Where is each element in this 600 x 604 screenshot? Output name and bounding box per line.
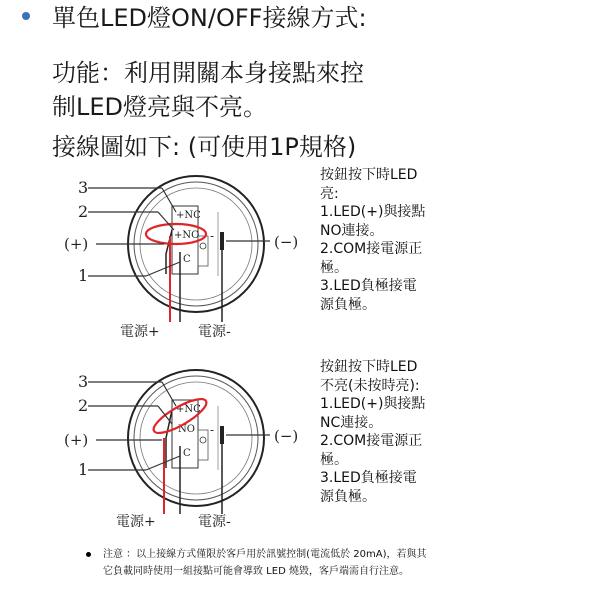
description-line: NC連接。 [320, 414, 383, 431]
no-label: NO [178, 424, 195, 435]
inner-ring [134, 376, 258, 500]
description-line: 按鈕按下時LED [320, 167, 418, 183]
minus-sign: - [210, 229, 215, 243]
function-line-2: 制LED燈亮與不亮。 [52, 93, 268, 121]
note-line-2: 它負載同時使用一組接點可能會導致 LED 燒毀，客戶端需自行注意。 [103, 566, 409, 577]
power-minus-label: 電源- [198, 324, 231, 340]
pointer-2b [158, 406, 172, 424]
label-3: 3 [78, 372, 89, 391]
power-minus-label: 電源- [198, 514, 231, 530]
description-line: 極。 [320, 259, 348, 276]
outer-ring [128, 370, 264, 506]
pointer-3b [162, 382, 176, 406]
description-line: 源負極。 [320, 488, 376, 505]
description-line: 3.LED負極接電 [320, 470, 417, 486]
nc-label: +NC [176, 404, 201, 415]
terminal-dot [200, 243, 206, 249]
bullet-icon [22, 12, 30, 20]
note-bullet-icon [86, 552, 91, 557]
nc-label: +NC [176, 210, 201, 221]
wiring-diagram-nc [60, 368, 310, 536]
diagram-intro: 接線圖如下: (可使用1P規格) [52, 133, 357, 161]
note-text-1: 注意 ：以上接線方式僅限於客戶用於訊號控制(電流低於 20mA)，若與其 [103, 549, 427, 560]
label-1: 1 [78, 266, 89, 285]
c-label: C [183, 448, 191, 459]
contact-side [198, 430, 208, 460]
description-line: 1.LED(+)與接點 [320, 204, 426, 220]
label-minus: (−) [274, 427, 299, 445]
function-text [52, 56, 364, 124]
minus-sign: - [210, 423, 215, 437]
description-line: 源負極。 [320, 296, 376, 313]
minus-terminal [220, 232, 224, 250]
label-2: 2 [78, 202, 89, 221]
label-2: 2 [78, 396, 89, 415]
description-line: 2.COM接電源正 [320, 433, 423, 449]
description-line: 3.LED負極接電 [320, 278, 417, 294]
description-no [320, 166, 425, 314]
pointer-3b [162, 188, 176, 212]
description-line: 2.COM接電源正 [320, 241, 423, 257]
label-3: 3 [78, 178, 89, 197]
label-minus: (−) [274, 233, 299, 251]
note-line-1 [86, 546, 426, 563]
power-plus-label: 電源+ [116, 514, 156, 530]
description-line: 亮: [320, 185, 339, 202]
terminal-dot [200, 437, 206, 443]
description-line: 1.LED(+)與接點 [320, 396, 426, 412]
power-plus-label: 電源+ [120, 324, 160, 340]
note [86, 546, 426, 580]
label-plus: (+) [64, 431, 89, 449]
description-line: 按鈕按下時LED [320, 359, 418, 375]
function-line-1: 功能：利用開關本身接點來控 [52, 59, 364, 87]
description-line: 極。 [320, 451, 348, 468]
description-line: NO連接。 [320, 222, 384, 239]
heading-title: 單色LED燈ON/OFF接線方式: [52, 4, 367, 32]
description-line: 不亮(未按時亮): [320, 377, 420, 394]
no-label: +NO [174, 230, 200, 241]
label-1: 1 [78, 460, 89, 479]
wiring-diagram-no [60, 172, 310, 344]
minus-terminal [220, 426, 224, 444]
c-label: C [183, 254, 191, 265]
description-nc [320, 358, 425, 506]
label-plus: (+) [64, 235, 89, 253]
